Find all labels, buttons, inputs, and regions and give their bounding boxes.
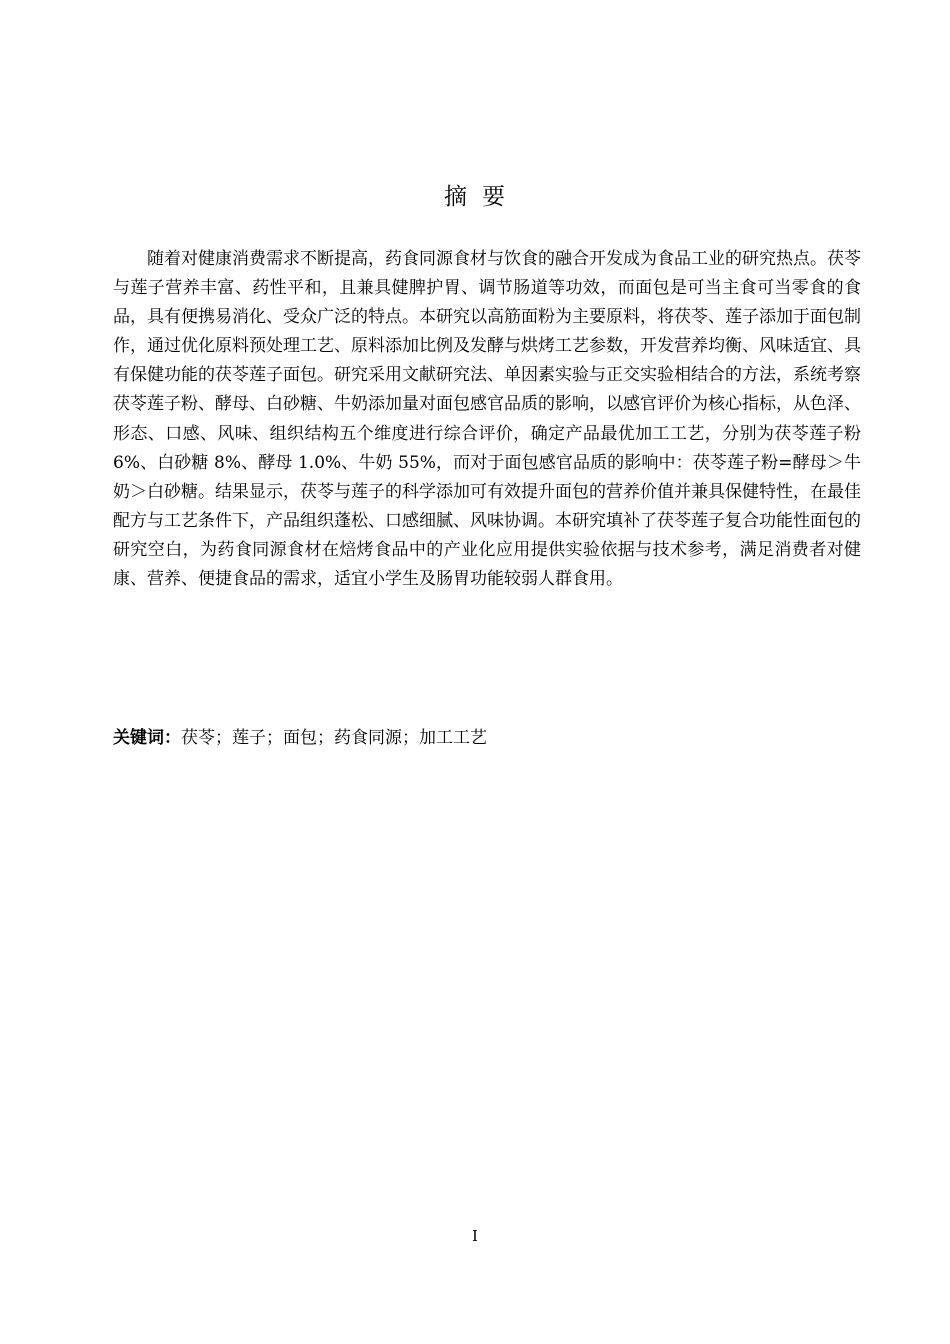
abstract-body: 随着对健康消费需求不断提高，药食同源食材与饮食的融合开发成为食品工业的研究热点。茯苓与莲子营养丰富、药性平和，且兼具健脾护胃、调节肠道等功效，而面包是可当主食可当零食的食品，具有便携易消化、受众广泛的特点。本研究以高筋面粉为主要原料，将茯苓、莲子添加于面包制作，通过优化原料预处理工艺、原料添加比例及发酵与烘烤工艺参数，开发营养均衡、风味适宜、具有保健功能的茯苓莲子面包。研究采用文献研究法、单因素实验与正交实验相结合的方法，系统考察茯苓莲子粉、酵母、白砂糖、牛奶添加量对面包感官品质的影响，以感官评价为核心指标，从色泽、形态、口感、风味、组织结构五个维度进行综合评价，确定产品最优加工工艺，分别为茯苓莲子粉 6%、白砂糖 8%、酵母 1.0%、牛奶 55%，而对于面包感官品质的影响中：茯苓莲子粉=酵母＞牛奶＞白砂糖。结果显示，茯苓与莲子的科学添加可有效提升面包的营养价值并兼具保健特性，在最佳配方与工艺条件下，产品组织蓬松、口感细腻、风味协调。本研究填补了茯苓莲子复合功能性面包的研究空白，为药食同源食材在焙烤食品中的产业化应用提供实验依据与技术参考，满足消费者对健康、营养、便捷食品的需求，适宜小学生及肠胃功能较弱人群食用。 xyxy=(113,249,861,590)
abstract-title xyxy=(0,178,950,211)
keywords-text: 茯苓；莲子；面包；药食同源；加工工艺 xyxy=(181,728,487,748)
abstract-title-char-2: 要 xyxy=(482,184,506,210)
keywords-line xyxy=(113,724,861,753)
page-number: I xyxy=(472,1227,478,1245)
abstract-title-char-1: 摘 xyxy=(444,184,468,210)
keywords-label: 关键词： xyxy=(113,728,181,748)
